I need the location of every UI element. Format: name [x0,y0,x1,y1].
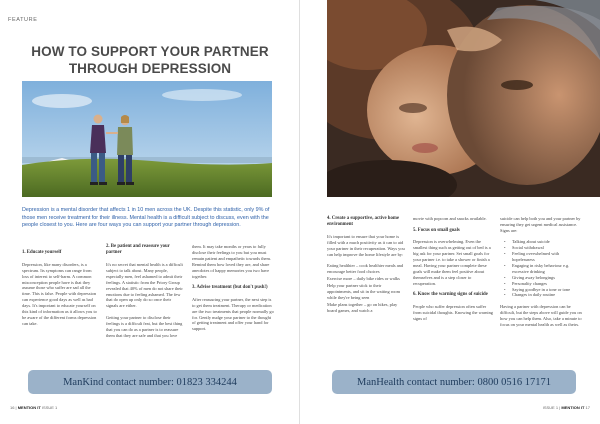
couple-embrace-illustration [327,0,600,197]
couple-walking-illustration [22,81,272,197]
left-footer-issue: ISSUE 1 [40,405,58,410]
left-page-footer [10,405,57,410]
tip-6-heading: 6. Know the warning signs of suicide [413,292,488,298]
manhealth-contact-bar [332,370,576,394]
warning-sign-item: • Personality changes [500,281,582,287]
right-page [300,0,600,424]
warning-sign-item: • Talking about suicide [500,239,582,245]
suicide-warning-signs-list [500,239,582,298]
right-footer-brand: MENTION IT [561,405,585,410]
closing-text: Having a partner with depression can be difficult, but the steps above will guide you on how you can help them. Also, take a minute to focus on your mental health as well as theirs. [500,303,582,327]
warning-sign-item: • Social withdrawal [500,245,582,251]
left-column-2 [106,244,184,344]
tip-5-heading: 5. Focus on small goals [413,227,460,233]
couple-walking-photo [22,81,272,197]
article-headline [0,44,300,77]
tip-2-text-1: It's no secret that mental health is a difficult subject to talk about. Many people, especially men, feel ashamed to admit their feelings. A statistic from the Priory Group revealed that 40% of men do not share their emotions due to feeling ashamed. The few that do open up only do so once their signals are either. [106,262,183,309]
headline-line-1: HOW TO SUPPORT YOUR PARTNER [31,44,269,59]
couple-embrace-photo [327,0,600,197]
tip-4-text-cont: movie with popcorn and snacks available. [413,216,487,221]
manhealth-contact-number: ManHealth contact number: 0800 0516 17171 [357,376,551,388]
tip-4-text: It's important to ensure that your home is filled with a much positivity as it can to aid your partner in their recuperation. Ways you can help improve the home lifestyle are by: [327,234,405,257]
tip-2-text-cont: them. It may take months or years to fully disclose their feelings to you but you must remain patient and empathetic towards them. Remind them how loved they are, and share anecdotes of happy memories you two have together. [192,244,272,279]
mankind-contact-number: ManKind contact number: 01823 334244 [63,376,237,388]
tip-3-heading: 3. Advise treatment (but don't push!) [192,285,268,291]
warning-sign-item: • Changes in daily routine [500,292,582,298]
right-column-3 [500,216,582,333]
article-intro: Depression is a mental disorder that affects 1 in 10 men across the UK. Despite this statistic, only 9% of those men receive treatment for their illness. Mental health is a difficult subject to discuss, even with the people closest to you. Here are four ways you can support your partner through depression. [22,207,270,229]
right-page-number: 17 [584,405,590,410]
tip-1-text: Depression, like many disorders, is a spectrum. Its symptoms can range from loss of interest to self-harm. A common misconception people have is that they assume those who suffer are sad all the time. This is false. People with depression can experience good days as well as bad days. It's important to educate yourself on this kind of information as it allows you to be aware of the different forms depression can take. [22,261,97,326]
tip-2-text-2: Getting your partner to disclose their feelings is a difficult feat, but the best thing that you can do as a partner is to reassure them that they are safe and that you love [106,314,183,338]
left-page-number: 16 | [10,405,18,410]
section-label: FEATURE [8,17,38,23]
tip-2-heading: 2. Be patient and reassure your partner [106,244,170,256]
tip-4-heading: 4. Create a supportive, active home environment [327,216,399,228]
right-column-2 [413,216,493,327]
warning-sign-item: • Giving away belongings [500,275,582,281]
mankind-contact-bar [28,370,272,394]
left-column-1 [22,250,98,332]
tip-6-text-cont: suicide can help both you and your partner by ensuring they get urgent medical assistance. Signs are: [500,216,581,233]
tip-4-item-plans: Make plans together – go on hikes, play board games, and watch a [327,301,398,313]
left-footer-brand: MENTION IT [17,405,41,410]
tip-6-text: People who suffer depression often suffer from suicidal thoughts. Knowing the warning signs of [413,303,493,321]
right-page-footer [543,405,590,410]
warning-sign-item: • Feeling overwhelmed with hopelessness [500,251,582,263]
headline-line-2: THROUGH DEPRESSION [68,60,232,76]
left-column-3 [192,244,274,338]
warning-sign-item: • Saying goodbye in a tone or tone [500,287,582,293]
right-footer-issue: ISSUE 1 | [542,405,562,410]
tip-4-item-appointments: Help your partner stick to their appointments, and sit in the waiting room while they're being seen [327,282,401,300]
warning-sign-item: • Engaging in risky behaviour e.g. excessive drinking [500,263,582,275]
tip-3-text: After reassuring your partner, the next step is to get them treatment. Therapy or medication are the two treatments that people normally go for. Gently nudge your partner to the thought of getting treatment and offer your hand for support. [192,296,274,332]
tip-1-heading: 1. Educate yourself [22,250,62,255]
tip-4-item-eating: Eating healthier – cook healthier meals and encourage better food choices [327,263,404,275]
tip-4-item-exercise: Exercise more – daily bike rides or walks [327,276,400,282]
tip-5-text: Depression is overwhelming. Even the smallest thing such as getting out of bed is a big ask for your partner. Set small goals for your partner i.e. to take a shower or finish a meal. Having your partner complete these goals will make them feel positive about themselves and is a step closer to recuperation. [413,239,491,286]
right-column-1 [327,216,405,319]
